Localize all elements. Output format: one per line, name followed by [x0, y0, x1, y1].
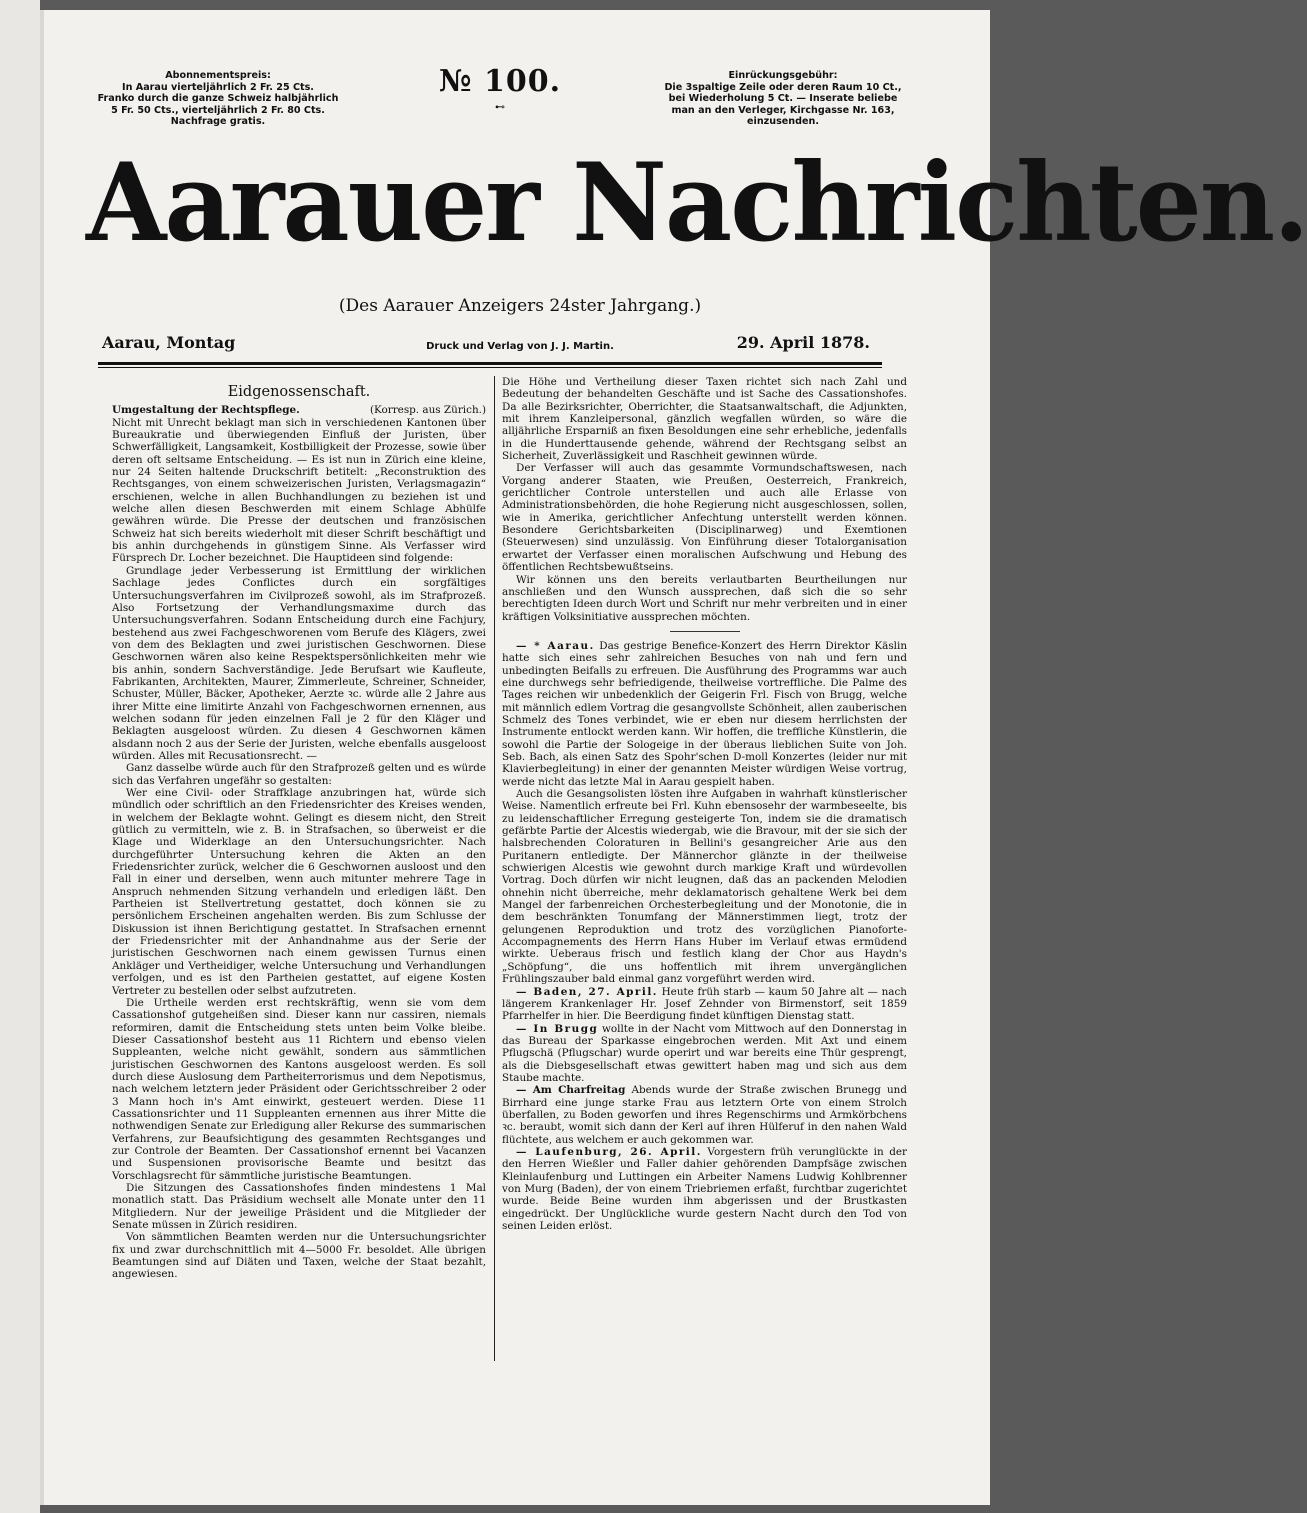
insertion-line: man an den Verleger, Kirchgasse Nr. 163, [671, 104, 895, 116]
news-lead: — In Brugg [516, 1022, 599, 1035]
news-lead: — Am Charfreitag [516, 1084, 626, 1097]
news-text: Auch die Gesangsolisten lösten ihre Aufgaben in wahrhaft künstlerischer Weise. Namentlich erfreute bei Frl. Kuhn ebensosehr der warmbeseelte, bis zu leidenschaftlicher Erregung gesteigerte Ton, indem sie die dramatisch gefärbte Partie der Alcestis wiedergab, wie die Bravour, mit der sie sich der halsbrechenden Coloraturen in Bellini's gesangreicher Arie aus den Puritanern entledigte. Der Männerchor glänzte in der theilweise schwierigen Alcestis wie gewohnt durch markige Kraft und würdevollen Vortrag. Doch dürfen wir nicht leugnen, daß das an packenden Melodien ohnehin nicht überreiche, mehr deklamatorisch gehaltene Werk bei dem Mangel der farbenreichen Orchesterbegleitung und der Monotonie, die in dem beschränkten Tonumfang der Männerstimmen liegt, trotz der gelungenen Reproduktion und trotz des vorzüglichen Pianoforte-Accompagnements des Herrn Hans Huber im Verlauf etwas ermüdend wirkte. Ueberaus frisch und festlich klang der Chor aus Haydn's „Schöpfung“, die uns hoffentlich mit ihrem unvergänglichen Frühlingszauber bald einmal ganz vorgeführt werden wird. [502, 788, 907, 986]
article-paragraph: Die Urtheile werden erst rechtskräftig, wenn sie vom dem Cassationshof gutgeheißen sind. Dieser kann nur cassiren, niemals reformiren, damit die Entscheidung stets unten beim Volke bleibe. Dieser Cassationshof besteht aus 11 Richtern und ebenso vielen Suppleanten, welche nicht gewählt, sondern aus sämmtlichen juristischen Geschwornen des Kantons ausgeloost werden. Es soll durch diese Auslosung dem Partheiterrorismus und dem Nepotismus, nach welchem letztern jeder Präsident oder Gerichtsschreiber 2 oder 3 Mann hoch in's Amt einwirkt, gesteuert werden. Diese 11 Cassationsrichter und 11 Suppleanten ernennen aus ihrer Mitte die nothwendigen Senate zur Erledigung aller Rekurse des summarischen Verfahrens, zur Beaufsichtigung des gesammten Rechtsganges und zur Controle der Beamten. Der Cassationshof ernennt bei Vacanzen und Suspensionen provisorische Beamte und besitzt das Vorschlagsrecht für sämmtliche juristische Beamtungen. [112, 996, 486, 1182]
insertion-line: Die 3spaltige Zeile oder deren Raum 10 Ct., [664, 81, 902, 93]
news-text: wollte in der Nacht vom Mittwoch auf den Donnerstag in das Bureau der Sparkasse eingebrochen werden. Mit Axt und einem Pflugschä (Pflugschar) wurde operirt und war bereits eine Thür gesprengt, als die Diebsgesellschaft etwas gewittert haben mag und sich aus dem Staube machte. [502, 1022, 907, 1084]
masthead-subtitle: (Des Aarauer Anzeigers 24ster Jahrgang.) [338, 296, 702, 316]
article-separator [670, 631, 740, 632]
news-item [502, 1146, 907, 1232]
news-text: Vorgestern früh verunglückte in der den Herren Wießler und Faller dahier gehörenden Dampfsäge zwischen Kleinlaufenburg und Luttingen ein Arbeiter Namens Ludwig Kohlbrenner von Murg (Baden), der von einem Triebriemen erfaßt, furchtbar zugerichtet wurde. Beide Beine wurden ihm abgerissen und der Brustkasten eingedrückt. Der Unglückliche wurde gestern Nacht durch den Tod von seinen Leiden erlöst. [502, 1145, 908, 1233]
article-paragraph: Grundlage jeder Verbesserung ist Ermittlung der wirklichen Sachlage jedes Conflictes durch ein sorgfältiges Untersuchungsverfahren im Civilprozeß sowohl, als im Strafprozeß. Also Fortsetzung der Verhandlungsmaxime durch das Untersuchungsverfahren. Sodann Entscheidung durch eine Fachjury, bestehend aus zwei Fachgeschworenen vom Berufe des Klägers, zwei von dem des Beklagten und zwei juristischen Geschwornen. Diese Geschwornen wären also keine Respektspersönlichkeiten mehr wie bis anhin, sondern Sachverständige. Jede Berufsart wie Kaufleute, Fabrikanten, Architekten, Maurer, Zimmerleute, Schreiner, Schneider, Schuster, Müller, Bäcker, Apotheker, Aerzte ꝛc. würde alle 2 Jahre aus ihrer Mitte eine limitirte Anzahl von Fachgeschwornen ernennen, aus welchen sodann für jeden einzelnen Fall je 2 für den Kläger und Beklagten ausgeloost würden. Zu diesen 4 Geschwornen kämen alsdann noch 2 aus der Serie der Juristen, welche ebenfalls ausgeloost würden. Alles mit Recusationsrecht. — [112, 564, 486, 762]
masthead-title: Aarauer Nachrichten. [86, 140, 1307, 266]
news-lead: — Baden, 27. April. [516, 985, 658, 998]
article-paragraph: Wer eine Civil- oder Straffklage anzubringen hat, würde sich mündlich oder schriftlich an den Friedensrichter des Kreises wenden, in welchem der Beklagte wohnt. Gelingt es diesem nicht, den Streit gütlich zu vermitteln, wie z. B. in Strafsachen, so überweist er die Klage und Widerklage an den Untersuchungsrichter. Nach durchgeführter Untersuchung kehren die Akten an den Friedensrichter zurück, welcher die 6 Geschwornen ausloost und den Fall in einer und derselben, wenn auch mitunter mehrere Tage in Anspruch nehmenden Sitzung verhandeln und erledigen läßt. Den Partheien ist Stellvertretung gestattet, doch können sie zu persönlichem Erscheinen angehalten werden. Bis zum Schlusse der Diskussion ist ihnen Berichtigung gestattet. In Strafsachen ernennt der Friedensrichter mit der Anhandnahme aus der Serie der juristischen Geschwornen nach einem gewissen Turnus einen Ankläger und Vertheidiger, welche Untersuchung und Verhandlungen verfolgen, und es ist den Partheien gestattet, auf eigene Kosten Vertreter zu bestellen oder selbst aufzutreten. [112, 787, 486, 997]
insertion-title: Einrückungsgebühr: [728, 70, 838, 81]
news-item [502, 1084, 907, 1146]
news-text: Abends wurde der Straße zwischen Brunegg und Birrhard eine junge starke Frau aus letztern Orte von einem Strolch überfallen, zu Boden geworfen und ihres Regenschirms und Armkörbchens ꝛc. beraubt, womit sich dann der Kerl auf ihren Hülferuf in den nahen Wald flüchtete, aus welchem er auch gekommen war. [502, 1084, 907, 1146]
news-text: Heute früh starb — kaum 50 Jahre alt — nach längerem Krankenlager Hr. Josef Zehnder von Birmenstorf, seit 1859 Pfarrhelfer in hier. Die Beerdigung findet künftigen Dienstag statt. [502, 985, 907, 1023]
issue-number: № 100. [438, 64, 562, 99]
article-paragraph: Ganz dasselbe würde auch für den Strafprozeß gelten und es würde sich das Verfahren ungefähr so gestalten: [112, 762, 486, 787]
article-title: Umgestaltung der Rechtspflege. [112, 404, 300, 417]
article-heading [112, 404, 486, 416]
ornament: ⊷ [495, 102, 505, 113]
insertion-line: bei Wiederholung 5 Ct. — Inserate beliebe [668, 93, 898, 105]
news-item [502, 1023, 907, 1085]
article-paragraph: Wir können uns den bereits verlautbarten Beurtheilungen nur anschließen und den Wunsch aussprechen, daß sich die so sehr berechtigten Ideen durch Wort und Schrift nur mehr verbreiten und in einer kräftigen Volksinitiative aussprechen möchten. [502, 573, 907, 623]
issue-date: 29. April 1878. [736, 333, 870, 352]
news-lead: — Laufenburg, 26. April. [516, 1145, 702, 1158]
news-item [502, 986, 907, 1023]
subscription-line: Nachfrage gratis. [170, 116, 266, 128]
news-text: Das gestrige Benefice-Konzert des Herrn Direktor Käslin hatte sich eines sehr zahlreichen Besuches von nah und fern und unbedingten Beifalls zu erfreuen. Die Ausführung des Programms war auch eine durchwegs sehr befriedigende, theilweise vortreffliche. Die Palme des Tages reichen wir unbedenklich der Geigerin Frl. Fisch von Brugg, welche mit männlich edlem Vortrag die gesangvollste Schönheit, allen zauberischen Schmelz des Tones verbindet, wie er eben nur diesem herrlichsten der Instrumente entlockt werden kann. Wir hoffen, die treffliche Künstlerin, die sowohl die Partie der Sologeige in der überaus lieblichen Suite von Joh. Seb. Bach, als einen Satz des Spohr'schen D-moll Konzertes (leider nur mit Klavierbegleitung) in einer der genannten Meister würdigen Weise vortrug, werde nicht das letzte Mal in Aarau gespielt haben. [502, 639, 908, 788]
news-item [502, 788, 907, 986]
subscription-line: Franko durch die ganze Schweiz halbjährlich [97, 93, 339, 105]
article-paragraph: Die Sitzungen des Cassationshofes finden mindestens 1 Mal monatlich statt. Das Präsidium wechselt alle Monate unter den 11 Mitgliedern. Nur der jeweilige Präsident und die Mitglieder der Senate müssen in Zürich residiren. [112, 1182, 486, 1232]
subscription-line: 5 Fr. 50 Cts., vierteljährlich 2 Fr. 80 Cts. [111, 104, 325, 116]
subscription-box [88, 70, 348, 128]
article-source: (Korresp. aus Zürich.) [369, 404, 486, 417]
subscription-title: Abonnementspreis: [165, 70, 271, 81]
left-column [112, 382, 486, 1281]
insertion-line: einzusenden. [747, 116, 819, 128]
header-rule-thin [98, 367, 882, 368]
scanner-margin [0, 0, 40, 1513]
news-item [502, 640, 907, 788]
header-rule [98, 362, 882, 365]
subscription-line: In Aarau vierteljährlich 2 Fr. 25 Cts. [122, 81, 314, 93]
section-heading: Eidgenossenschaft. [227, 384, 371, 400]
news-lead: — * Aarau. [516, 639, 595, 652]
article-paragraph: Der Verfasser will auch das gesammte Vormundschaftswesen, nach Vorgang anderer Staaten, wie Preußen, Oesterreich, Frankreich, gerichtlicher Controle unterstellen und auch alle Erlasse von Administrationsbehörden, die hohe Regierung nicht ausgeschlossen, sollen, wie in Amerika, gerichtlicher Anfechtung unterstellt werden können. Besondere Gerichtsbarkeiten (Disciplinarweg) und Exemtionen (Steuerwesen) sind unzulässig. Von Einführung dieser Totalorganisation erwartet der Verfasser einen moralischen Aufschwung und Hebung des öffentlichen Rechtsbewußtseins. [502, 462, 907, 574]
newspaper-page [40, 10, 1307, 1505]
printer-line: Druck und Verlag von J. J. Martin. [426, 341, 614, 352]
right-column [502, 376, 907, 1232]
article-paragraph: Die Höhe und Vertheilung dieser Taxen richtet sich nach Zahl und Bedeutung der behandelten Geschäfte und ist Sache des Cassationshofes. Da alle Bezirksrichter, Oberrichter, die Staatsanwaltschaft, die Adjunkten, mit ihrem Kanzleipersonal, gänzlich wegfallen würden, so wäre die alljährliche Ersparniß an fixen Besoldungen eine sehr erhebliche, jedenfalls in die Hunderttausende gehende, während der Rechtsgang selbst an Sicherheit, Zuverlässigkeit und Raschheit gewinnen würde. [502, 376, 907, 463]
article-paragraph: Nicht mit Unrecht beklagt man sich in verschiedenen Kantonen über Bureaukratie und überwiegenden Einfluß der Juristen, über Schwerfälligkeit, Langsamkeit, Kostbilligkeit der Prozesse, sowie über deren oft seltsame Entscheidung. — Es ist nun in Zürich eine kleine, nur 24 Seiten haltende Druckschrift betitelt: „Reconstruktion des Rechtsganges, von einem schweizerischen Juristen, Verlagsmagazin“ erschienen, welche in allen Buchhandlungen zu beziehen ist und welche allen diesen Beschwerden mit einem Schlage Abhülfe gewähren würde. Die Presse der deutschen und französischen Schweiz hat sich bereits wiederholt mit dieser Schrift beschäftigt und bis anhin durchgehends in günstigem Sinne. Als Verfasser wird Fürsprech Dr. Locher bezeichnet. Die Hauptideen sind folgende: [112, 416, 486, 565]
page-edge [40, 10, 44, 1505]
article-paragraph: Von sämmtlichen Beamten werden nur die Untersuchungsrichter fix und zwar durchschnittlich mit 4—5000 Fr. besoldet. Alle übrigen Beamtungen sind auf Diäten und Taxen, welche der Staat bezahlt, angewiesen. [112, 1231, 486, 1281]
place-day: Aarau, Montag [102, 333, 236, 352]
column-divider [494, 376, 495, 1361]
insertion-box [648, 70, 918, 128]
